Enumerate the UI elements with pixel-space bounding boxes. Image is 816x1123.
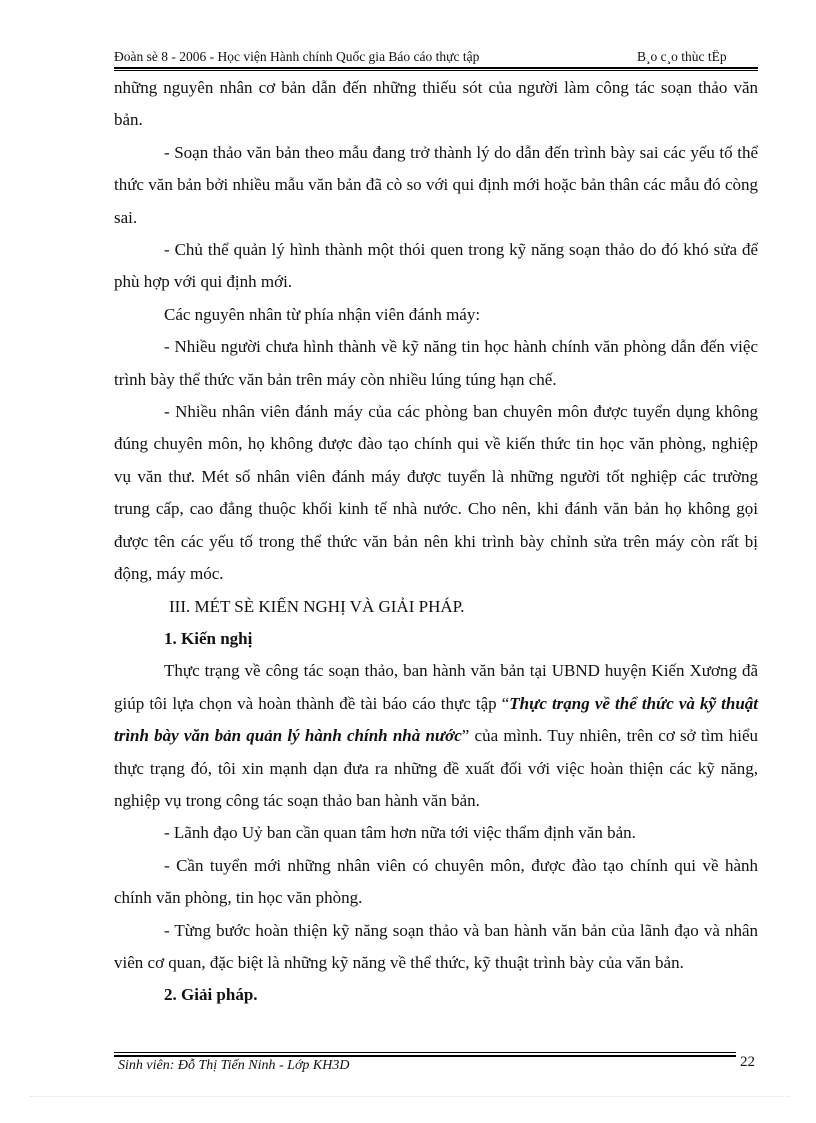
- paragraph: Các nguyên nhân từ phía nhận viên đánh máy:: [164, 304, 481, 324]
- footer-student: Sinh viên: Đỗ Thị Tiến Ninh - Lớp KH3D: [118, 1058, 350, 1073]
- paragraph: - Lãnh đạo Uỷ ban cần quan tâm hơn nữa tới việc thẩm định văn bản.: [164, 823, 636, 843]
- footer-rule: [114, 1055, 736, 1057]
- header-title: Đoàn sè 8 - 2006 - Học viện Hành chính Quốc gia Báo cáo thực tập: [114, 49, 480, 64]
- paragraph: - Chủ thể quản lý hình thành một thói quen trong kỹ năng soạn thảo do đó khó sửa để phù hợp với qui định mới.: [114, 240, 758, 292]
- paragraph: - Từng bước hoàn thiện kỹ năng soạn thảo và ban hành văn bản của lãnh đạo và nhân viên cơ quan, đặc biệt là những kỹ năng về thể thức, kỹ thuật trình bày của văn bản.: [114, 920, 758, 972]
- emphasized-title: Thực trạng về thể thức và kỹ thuật trình bày văn bản quản lý hành chính nhà nước: [114, 693, 759, 746]
- subsection-heading: 1. Kiến nghị: [164, 628, 253, 648]
- paragraph: những nguyên nhân cơ bản dẫn đến những thiếu sót của người làm công tác soạn thảo văn bản.: [114, 78, 758, 130]
- paragraph-text: ” của mình. Tuy nhiên, trên cơ sở tìm hiểu thực trạng đó, tôi xin mạnh dạn đưa ra những đề xuất đối với việc hoàn thiện các kỹ năng, nghiệp vụ trong công tác soạn thảo ban hành văn bản.: [114, 726, 758, 810]
- page-number: 22: [740, 1054, 755, 1070]
- paragraph: - Nhiều nhân viên đánh máy của các phòng ban chuyên môn được tuyển dụng không đúng chuyên môn, họ không được đào tạo chính qui về kiến thức tin học văn phòng, nghiệp vụ văn thư. Mét số nhân viên đánh máy được tuyển là những người tốt nghiệp các trường trung cấp, cao đẳng thuộc khối kinh tế nhà nước. Cho nên, khi đánh văn bản họ không gọi được tên các yếu tố trong thể thức văn bản nên khi trình bày chỉnh sửa trên máy còn rất bị động, máy móc.: [114, 402, 758, 584]
- header-rule: [114, 67, 758, 69]
- footer-rule-thin: [114, 1052, 736, 1053]
- paragraph: - Soạn thảo văn bản theo mẫu đang trở thành lý do dẫn đến trình bày sai các yếu tố thể thức văn bản bởi nhiều mẫu văn bản đã cò so với qui định mới hoặc bản thân các mẫu đó còng sai.: [114, 142, 758, 227]
- paragraph-text: Thực trạng về công tác soạn thảo, ban hành văn bản tại UBND huyện Kiến Xương đã giúp tôi lựa chọn và hoàn thành đề tài báo cáo thực tập “: [114, 661, 758, 713]
- header-report-label: B¸o c¸o thùc tËp: [637, 49, 727, 64]
- section-heading: III. MÉT SÈ KIẾN NGHỊ VÀ GIẢI PHÁP.: [169, 596, 465, 616]
- running-header: [114, 47, 758, 67]
- header-rule-thin: [114, 70, 758, 71]
- page-body: [114, 72, 758, 1012]
- paragraph: - Nhiều người chưa hình thành về kỹ năng tin học hành chính văn phòng dẫn đến việc trình bày thể thức văn bản trên máy còn nhiều lúng túng hạn chế.: [114, 337, 758, 389]
- page-bottom-dotted-line: [30, 1096, 790, 1097]
- paragraph: [114, 655, 758, 817]
- paragraph: - Cần tuyển mới những nhân viên có chuyên môn, được đào tạo chính qui về hành chính văn phòng, tin học văn phòng.: [114, 855, 758, 908]
- subsection-heading: 2. Giải pháp.: [164, 985, 258, 1005]
